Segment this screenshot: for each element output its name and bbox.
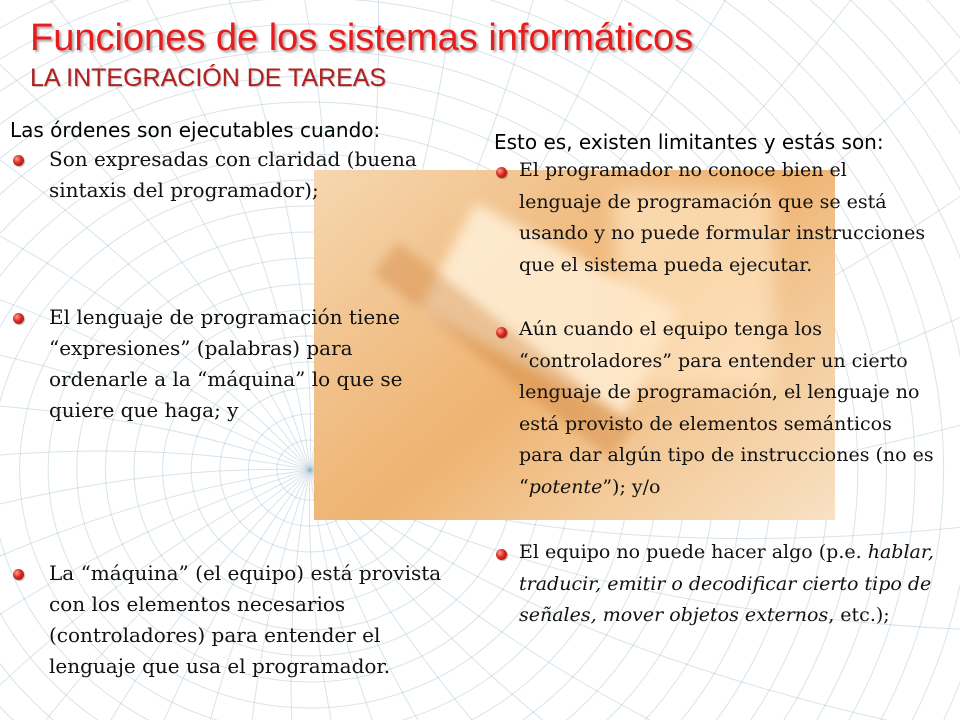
red-bullet-icon: [496, 167, 507, 178]
right-bullet-2: [519, 314, 939, 503]
red-bullet-icon: [13, 155, 24, 166]
right-bullet-2-emphasis: potente: [528, 475, 603, 498]
right-heading: Esto es, existen limitantes y estás son:: [494, 130, 884, 154]
red-bullet-icon: [496, 549, 507, 560]
right-bullet-2-text: Aún cuando el equipo tenga los “controladores” para entender un cierto lenguaje de programación, el lenguaje no está provisto de elementos semánticos para dar algún tipo de instrucciones (no es “: [519, 318, 934, 498]
right-bullet-2-tail: ”); y/o: [602, 475, 661, 498]
right-bullet-3-emphasis: hablar, traducir, emitir o decodificar cierto tipo de señales, mover objetos externos: [519, 541, 934, 626]
left-bullet-2: El lenguaje de programación tiene “expresiones” (palabras) para ordenarle a la “máquina” lo que se quiere que haga; y: [49, 305, 403, 422]
left-bullet-3: La “máquina” (el equipo) está provista con los elementos necesarios (controladores) para entender el lenguaje que usa el programador.: [49, 561, 442, 678]
right-bullet-1: El programador no conoce bien el lenguaje de programación que se está usando y no puede formular instrucciones que el sistema pueda ejecutar.: [519, 159, 926, 276]
red-bullet-icon: [13, 569, 24, 580]
slide-title: Funciones de los sistemas informáticos: [30, 17, 694, 59]
slide-subtitle: LA INTEGRACIÓN DE TAREAS: [30, 64, 387, 92]
right-bullet-3-tail: , etc.);: [828, 604, 890, 626]
right-bullet-3-text: El equipo no puede hacer algo (p.e.: [519, 541, 868, 563]
right-bullet-3: [519, 537, 944, 632]
red-bullet-icon: [496, 327, 507, 338]
left-bullet-1: Son expresadas con claridad (buena sintaxis del programador);: [49, 147, 417, 202]
red-bullet-icon: [13, 313, 24, 324]
left-heading: Las órdenes son ejecutables cuando:: [10, 118, 381, 142]
